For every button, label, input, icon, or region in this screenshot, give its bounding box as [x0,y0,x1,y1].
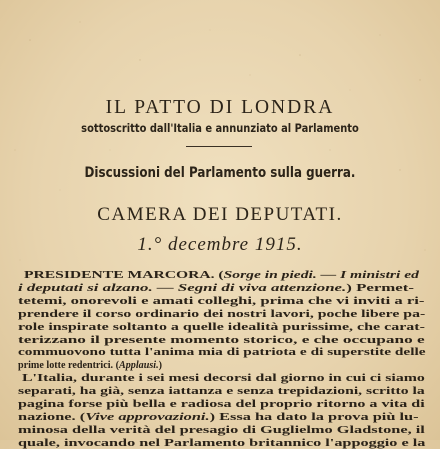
body-line: nazione. (Vive approvazioni.) Essa ha dato la prova più lu- [18,410,419,423]
body-line: role inspirate soltanto a quelle idealità purissime, che carat- [18,320,425,333]
body-line: terizzano il presente momento storico, e che occupano e [18,333,425,346]
body-line: commuovono tutta l'anima mia di patriota e di superstite delle [18,346,426,359]
body-line: prime lotte redentrici. (Applausi.) [18,359,163,372]
title-divider [186,146,252,147]
section-heading: Discussioni del Parlamento sulla guerra. [84,165,356,181]
body-line: tetemi, onorevoli e amati colleghi, prima che vi inviti a ri- [18,294,425,307]
body-line: pagina forse più bella e radiosa del proprio ritorno a vita di [18,398,425,410]
body-line: L'Italia, durante i sei mesi decorsi dal giorno in cui ci siamo [22,372,425,385]
body-line: separati, ha già, senza iattanza e senza trepidazioni, scritto la [18,385,425,398]
document-title: IL PATTO DI LONDRA [105,97,335,118]
body-line: prendere il corso ordinario dei nostri lavori, poche libere pa- [18,307,426,320]
session-date: 1.° decembre 1915. [137,234,303,255]
body-line: minosa della verità del presagio di Guglielmo Gladstone, il [18,423,425,436]
body-line: quale, invocando nel Parlamento britannico l'appoggio e la [18,436,426,449]
document-subtitle: sottoscritto dall'Italia e annunziato al Parlamento [81,121,359,135]
chamber-heading: CAMERA DEI DEPUTATI. [97,204,343,225]
body-line: i deputati si alzano. — Segni di viva attenzione.) Permet- [18,281,415,294]
body-line: PRESIDENTE MARCORA. (Sorge in piedi. — I ministri ed [24,269,419,281]
